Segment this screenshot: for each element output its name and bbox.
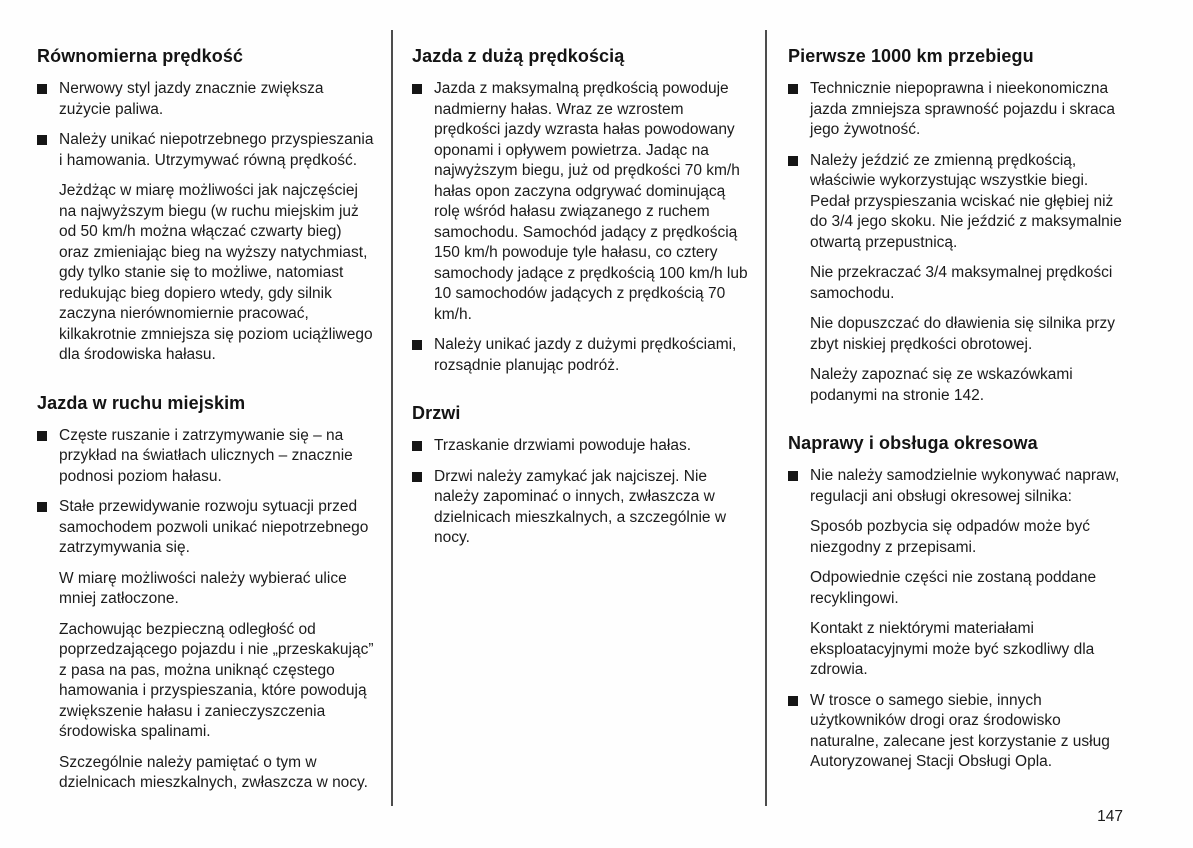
item-text: Drzwi należy zamykać jak najciszej. Nie należy zapominać o innych, zwłaszcza w dzielnicach mieszkalnych, a szczególnie w nocy. xyxy=(434,467,727,546)
item-text: Nie dopuszczać do dławienia się silnika przy zbyt niskiej prędkości obrotowej. xyxy=(810,315,1115,353)
paragraph xyxy=(37,620,375,743)
section-heading: Naprawy i obsługa okresowa xyxy=(788,433,1038,453)
section xyxy=(788,46,1128,406)
bullet-item xyxy=(37,130,375,171)
section-heading: Równomierna prędkość xyxy=(37,46,244,66)
item-text: Nie przekraczać 3/4 maksymalnej prędkości samochodu. xyxy=(810,264,1113,302)
column-middle xyxy=(412,46,748,576)
column-divider xyxy=(765,30,767,806)
bullet-square-icon xyxy=(37,84,47,94)
section xyxy=(788,433,1128,773)
item-text: Nie należy samodzielnie wykonywać napraw, regulacji ani obsługi okresowej silnika: xyxy=(810,467,1120,505)
section xyxy=(37,46,375,366)
section-heading: Jazda w ruchu miejskim xyxy=(37,392,246,413)
bullet-square-icon xyxy=(37,135,47,145)
paragraph xyxy=(37,569,375,610)
paragraph xyxy=(37,753,375,794)
bullet-square-icon xyxy=(788,471,798,481)
item-text: Jeżdżąc w miarę możliwości jak najczęściej na najwyższym biegu (w ruchu miejskim już od 50 km/h można włączać czwarty bieg) oraz zmieniając bieg na wyższy natychmiast, gdy tylko stanie się to możliwe, natomiast redukując bieg dopiero wtedy, gdy silnik zaczyna nierównomiernie pracować, kilkakrotnie zmniejsza się poziom uciążliwego dla środowiska hałasu. xyxy=(59,182,373,363)
item-text: Należy unikać niepotrzebnego przyspieszania i hamowania. Utrzymywać równą prędkość. xyxy=(59,131,374,169)
section xyxy=(412,403,748,549)
item-text: Trzaskanie drzwiami powoduje hałas. xyxy=(434,437,692,454)
bullet-item xyxy=(788,466,1128,507)
item-text: W miarę możliwości należy wybierać ulice mniej zatłoczone. xyxy=(59,569,347,607)
bullet-square-icon xyxy=(788,84,798,94)
column-right xyxy=(788,46,1128,800)
item-text: Należy zapoznać się ze wskazówkami podanymi na stronie 142. xyxy=(810,366,1073,404)
bullet-item xyxy=(37,497,375,559)
paragraph xyxy=(788,517,1128,558)
column-left xyxy=(37,46,375,821)
item-text: Nerwowy styl jazdy znacznie zwiększa zużycie paliwa. xyxy=(59,80,324,118)
bullet-item xyxy=(412,335,748,376)
bullet-square-icon xyxy=(412,84,422,94)
section-heading: Pierwsze 1000 km przebiegu xyxy=(788,46,1034,66)
bullet-square-icon xyxy=(412,441,422,451)
column-divider xyxy=(391,30,393,806)
item-text: Odpowiednie części nie zostaną poddane recyklingowi. xyxy=(810,569,1097,607)
paragraph xyxy=(788,568,1128,609)
item-text: Szczególnie należy pamiętać o tym w dzielnicach mieszkalnych, zwłaszcza w nocy. xyxy=(59,753,368,791)
item-text: Technicznie niepoprawna i nieekonomiczna jazda zmniejsza sprawność pojazdu i skraca jego żywotność. xyxy=(810,80,1115,138)
item-text: W trosce o samego siebie, innych użytkowników drogi oraz środowisko naturalne, zalecane jest korzystanie z usług Autoryzowanej Stacji Obsługi Opla. xyxy=(810,691,1110,770)
bullet-item xyxy=(788,151,1128,254)
paragraph xyxy=(37,181,375,366)
paragraph xyxy=(788,314,1128,355)
bullet-square-icon xyxy=(788,156,798,166)
bullet-square-icon xyxy=(37,502,47,512)
paragraph xyxy=(788,365,1128,406)
item-text: Kontakt z niektórymi materiałami eksploatacyjnymi może być szkodliwy dla zdrowia. xyxy=(810,620,1095,678)
bullet-square-icon xyxy=(412,340,422,350)
bullet-item xyxy=(412,467,748,549)
bullet-item xyxy=(788,79,1128,141)
bullet-square-icon xyxy=(788,696,798,706)
bullet-square-icon xyxy=(37,431,47,441)
bullet-item xyxy=(412,79,748,325)
item-text: Należy unikać jazdy z dużymi prędkościami, rozsądnie planując podróż. xyxy=(434,336,737,374)
paragraph xyxy=(788,263,1128,304)
bullet-square-icon xyxy=(412,472,422,482)
bullet-item xyxy=(37,79,375,120)
item-text: Zachowując bezpieczną odległość od poprzedzającego pojazdu i nie „przeskakując” z pasa na pas, można uniknąć częstego hamowania i przyspieszania, które powodują zwiększenie hałasu i zanieczyszczenia środowiska spalinami. xyxy=(59,620,374,740)
bullet-item xyxy=(37,426,375,488)
item-text: Należy jeździć ze zmienną prędkością, właściwie wykorzystując wszystkie biegi. Pedał przyspieszania wciskać nie głębiej niż do 3/4 jego skoku. Nie jeździć z maksymalnie otwartą przepustnicą. xyxy=(810,151,1122,251)
section-heading: Jazda z dużą prędkością xyxy=(412,46,625,66)
bullet-item xyxy=(788,691,1128,773)
section-heading: Drzwi xyxy=(412,403,461,423)
bullet-item xyxy=(412,436,748,457)
item-text: Sposób pozbycia się odpadów może być niezgodny z przepisami. xyxy=(810,518,1091,556)
section xyxy=(412,46,748,376)
item-text: Jazda z maksymalną prędkością powoduje nadmierny hałas. Wraz ze wzrostem prędkości jazdy wzrasta hałas powodowany oponami i opływem powietrza. Jadąc na najwyższym biegu, już od prędkości 70 km/h hałas opon zaczyna odgrywać dominującą rolę wśród hałasu związanego z ruchem samochodu. Samochód jadący z prędkością 150 km/h powoduje tyle hałasu, co cztery samochody jadące z prędkością 100 km/h lub 10 samochodów jadących z prędkością 70 km/h. xyxy=(434,80,748,323)
paragraph xyxy=(788,619,1128,681)
section xyxy=(37,393,375,794)
item-text: Stałe przewidywanie rozwoju sytuacji przed samochodem pozwoli unikać niepotrzebnego zatrzymywania się. xyxy=(59,498,369,556)
page-number: 147 xyxy=(1097,808,1123,825)
item-text: Częste ruszanie i zatrzymywanie się – na przykład na światłach ulicznych – znacznie podnosi poziom hałasu. xyxy=(59,426,353,485)
